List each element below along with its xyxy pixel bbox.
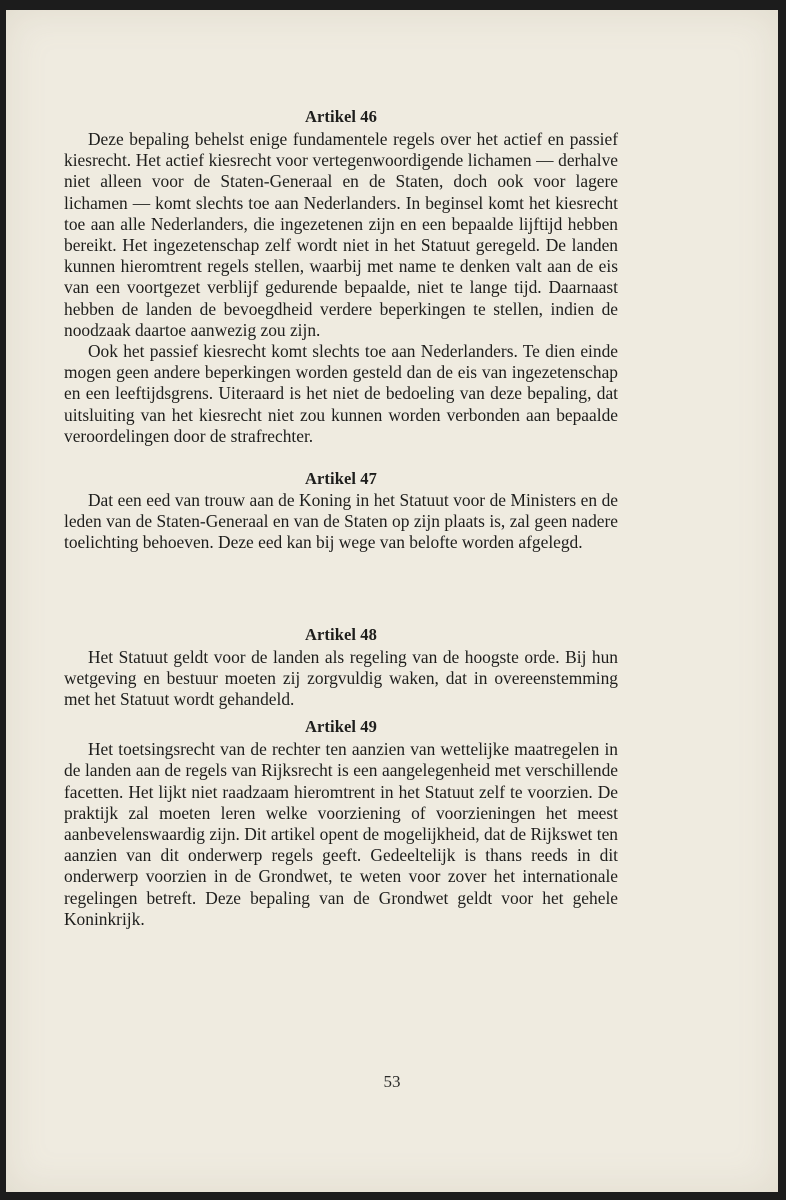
article-46-paragraph-1: Deze bepaling behelst enige fundamentele regels over het actief en passief kiesrecht. Het actief kiesrecht voor vertegenwoordigende lichamen — derhalve niet alleen voor de Staten-Generaal en de Staten, doch ook voor lagere lichamen — komt slechts toe aan Nederlanders. In beginsel komt het kiesrecht toe aan alle Nederlanders, die ingezetenen zijn en een bepaalde lijftijd hebben bereikt. Het ingezetenschap zelf wordt niet in het Statuut geregeld. De landen kunnen hieromtrent regels stellen, waarbij met name te denken valt aan de eis van een voortgezet verblijf gedurende bepaalde, niet te lange tijd. Daarnaast hebben de landen de bevoegdheid verdere beperkingen te stellen, indien de noodzaak daartoe aanwezig zou zijn. [64,129,618,340]
article-46-heading: Artikel 46 [304,107,378,126]
article-48-paragraph-1: Het Statuut geldt voor de landen als regeling van de hoogste orde. Bij hun wetgeving en bestuur moeten zij zorgvuldig waken, dat in overeenstemming met het Statuut wordt gehandeld. [64,646,618,710]
article-46-paragraph-2: Ook het passief kiesrecht komt slechts toe aan Nederlanders. Te dien einde mogen geen andere beperkingen worden gesteld dan de eis van ingezetenschap en een leeftijdsgrens. Uiteraard is het niet de bedoeling van deze bepaling, dat uitsluiting van het kiesrecht niet zou kunnen worden verbonden aan bepaalde veroordelingen door de strafrechter. [64,341,618,446]
article-49-heading: Artikel 49 [304,717,378,737]
article-47-heading: Artikel 47 [304,469,378,489]
article-49-paragraph-1: Het toetsingsrecht van de rechter ten aanzien van wettelijke maatregelen in de landen aan de regels van Rijksrecht is een aangelegenheid met verschillende facetten. Het lijkt niet raadzaam hieromtrent in het Statuut zelf te voorzien. De praktijk zal moeten leren welke voorziening of voorzieningen het meest aanbevelenswaardig zijn. Dit artikel opent de mogelijkheid, dat de Rijkswet ten aanzien van dit onderwerp regels geeft. Gedeeltelijk is thans reeds in dit onderwerp voorzien in de Grondwet, te weten voor zover het internationale regelingen betreft. Deze bepaling van de Grondwet geldt voor het gehele Koninkrijk. [64,739,618,929]
article-47-paragraph-1: Dat een eed van trouw aan de Koning in het Statuut voor de Ministers en de leden van de Staten-Generaal en van de Staten op zijn plaats is, zal geen nadere toelichting behoeven. Deze eed kan bij wege van belofte worden afgelegd. [64,490,618,553]
page-content [64,106,618,930]
page-number: 53 [383,1072,401,1091]
book-page [6,10,778,1192]
article-48-heading: Artikel 48 [304,624,378,644]
